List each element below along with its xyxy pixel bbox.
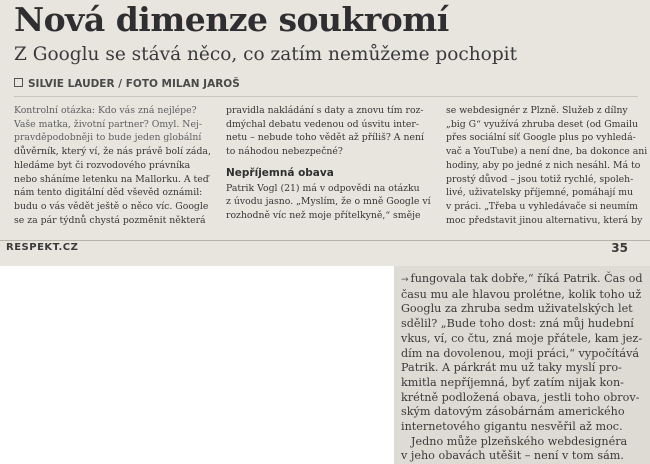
text-line: livé, uživatelsky příjemné, pomáhají mu: [446, 187, 634, 199]
byline-text: SILVIE LAUDER / FOTO MILAN JAROŠ: [28, 78, 240, 90]
article-column-1: [14, 104, 214, 227]
section-subheading: Nepříjemná obava: [226, 166, 334, 179]
text-line: Kontrolní otázka: Kdo vás zná nejlépe?: [14, 105, 197, 116]
text-line: kmitla nepříjemná, byť zatím nijak kon-: [401, 375, 624, 389]
text-line: pravidla nakládání s daty a znovu tím roz-: [226, 105, 424, 116]
text-line: to náhodou nebezpečné?: [226, 146, 343, 158]
headline: Nová dimenze soukromí: [14, 0, 449, 39]
text-line: se webdesignér z Plzně. Služeb z dílny: [446, 105, 628, 116]
text-line: Patrik. A párkrát mu už taky myslí pro-: [401, 361, 622, 375]
text-line: moc představit jinou alternativu, která by: [446, 214, 643, 226]
text-line: Googlu za zhruba sedm uživatelských let: [401, 302, 633, 316]
text-line: hledáme byt či rozvodového právníka: [14, 159, 191, 171]
continuation-text: [401, 272, 646, 464]
text-line: vkus, ví, co čtu, zná moje přátele, kam jez-: [401, 331, 643, 345]
text-line: nebo sháníme letenku na Mallorku. A teď: [14, 173, 209, 185]
text-line-content: fungovala tak dobře,“ říká Patrik. Čas od: [410, 272, 643, 285]
continuation-arrow-icon: →: [401, 275, 409, 285]
article-column-2: [226, 104, 430, 223]
text-line: dmýchal debatu vedenou od úsvitu inter-: [226, 118, 419, 130]
article-column-3: [446, 104, 648, 227]
text-line: vač a YouTube) a není dne, ba dokonce ani: [446, 146, 648, 158]
byline: [14, 78, 240, 90]
text-line: pravděpodobněji to bude jeden globální: [14, 132, 202, 144]
text-line: z úvodu jasno. „Myslím, že o mně Google ví: [226, 196, 431, 208]
subheadline: Z Googlu se stává něco, co zatím nemůžeme pochopit: [14, 44, 518, 65]
text-line: ským datovým zásobárnám amerického: [401, 405, 625, 419]
text-line: netu – nebude toho vědět až příliš? A není: [226, 132, 424, 144]
text-line: se za pár týdnů chystá pozměnit některá: [14, 214, 206, 226]
text-line: Jedno může plzeňského webdesignéra: [411, 434, 628, 448]
text-line: Vaše matka, životní partner? Omyl. Nej-: [14, 118, 202, 130]
footer-divider: [0, 240, 650, 241]
text-line: v práci. „Třeba u vyhledávače si neumím: [446, 200, 638, 212]
text-line: dím na dovolenou, moji práci,“ vypočítává: [401, 346, 640, 360]
text-line: přes sociální síť Google plus po vyhledá-: [446, 132, 636, 144]
site-name: RESPEKT.CZ: [6, 242, 79, 253]
text-line: důvěrník, který ví, že nás právě bolí záda,: [14, 146, 211, 158]
text-line: „big G“ využívá zhruba deset (od Gmailu: [446, 118, 638, 130]
text-line: hodiny, aby po jedné z nich nesáhl. Má to: [446, 159, 641, 171]
text-line: v jeho obavách utěšit – není v tom sám.: [401, 449, 624, 463]
text-line: času mu ale hlavou prolétne, kolik toho už: [401, 287, 642, 301]
text-line: Patrik Vogl (21) má v odpovědi na otázku: [226, 182, 420, 194]
text-line: prostý důvod – jsou totiž rychlé, spoleh-: [446, 173, 634, 185]
text-line: budu o vás vědět ještě o něco víc. Google: [14, 200, 209, 212]
text-line: [401, 272, 646, 288]
divider: [14, 96, 638, 97]
text-line: rozhodně víc než moje přítelkyně,“ směje: [226, 209, 421, 221]
byline-square-icon: [14, 78, 23, 87]
continuation-clipping: [394, 266, 650, 464]
text-line: internetového gigantu nesvěřil až moc.: [401, 420, 623, 434]
text-line: sdělil? „Bude toho dost: zná můj hudební: [401, 317, 634, 331]
page-number: 35: [611, 241, 628, 255]
text-line: nám tento digitální děd vševěd oznámil:: [14, 187, 203, 199]
text-line: krétně podložená obava, jestli toho obrov-: [401, 390, 640, 404]
